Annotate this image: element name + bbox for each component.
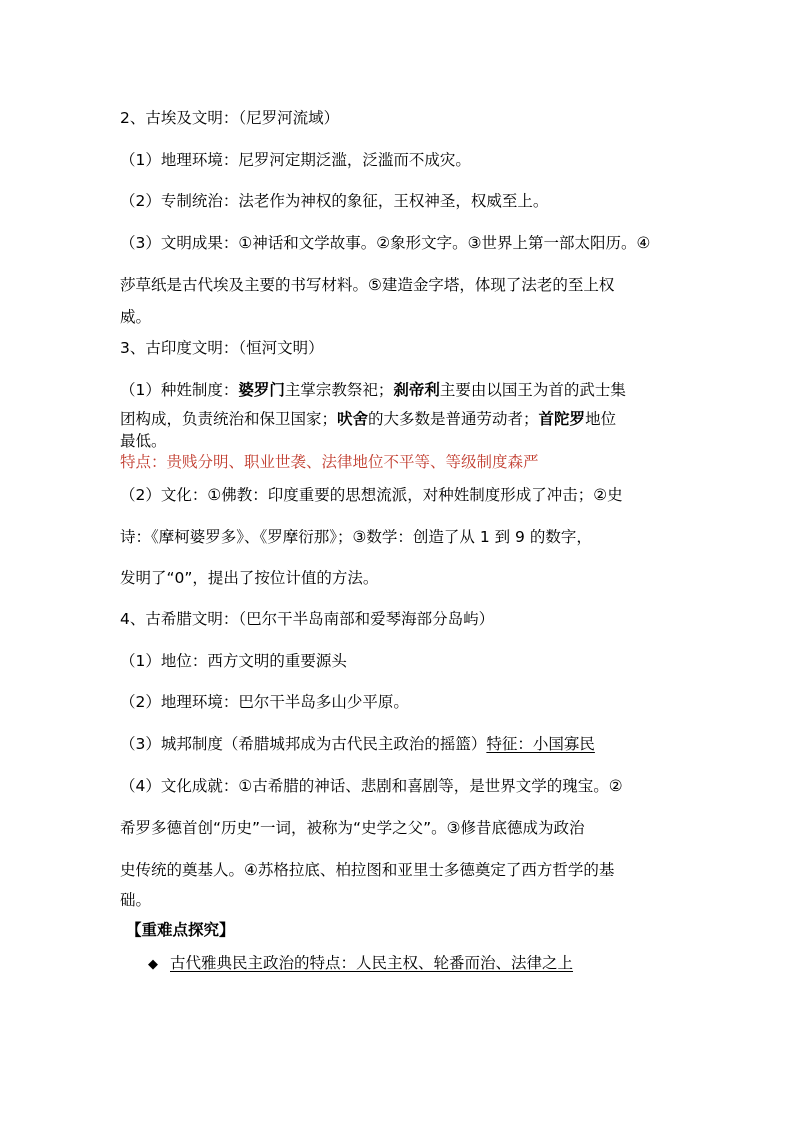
caste-prefix: （1）种姓制度：: [120, 381, 239, 399]
greece-culture-line1: （4）文化成就：①古希腊的神话、悲剧和喜剧等，是世界文学的瑰宝。②: [120, 777, 623, 795]
greece-culture-line4: 础。: [120, 891, 152, 909]
caste-line2-text: 团构成，负责统治和保卫国家；: [120, 410, 338, 428]
city-state-feature: 特征：小国寡民: [486, 735, 595, 753]
india-culture-line1: （2）文化：①佛教：印度重要的思想流派，对种姓制度形成了冲击；②史: [120, 486, 623, 504]
egypt-geography: （1）地理环境：尼罗河定期泛滥，泛滥而不成灾。: [120, 151, 471, 169]
egypt-autocracy: （2）专制统治：法老作为神权的象征，王权神圣，权威至上。: [120, 192, 549, 210]
greece-city-state: [120, 734, 595, 754]
india-caste-line2: [120, 409, 616, 429]
shudra-desc: 地位: [585, 410, 617, 428]
explore-bullet: [148, 953, 573, 975]
athens-democracy-features: 古代雅典民主政治的特点：人民主权、轮番而治、法律之上: [170, 954, 574, 972]
india-caste-features: 特点：贵贱分明、职业世袭、法律地位不平等、等级制度森严: [120, 453, 539, 471]
egypt-achievements-line3: 威。: [120, 308, 152, 326]
india-caste-line3: 最低。: [120, 432, 167, 450]
egypt-heading: 2、古埃及文明：（尼罗河流域）: [120, 109, 340, 127]
explore-heading: 【重难点探究】: [126, 921, 235, 939]
kshatriya-term: 刹帝利: [393, 381, 440, 399]
india-caste-line1: [120, 380, 626, 400]
egypt-achievements-line2: 莎草纸是古代埃及主要的书写材料。⑤建造金字塔，体现了法老的至上权: [120, 276, 615, 294]
city-state-text: （3）城邦制度（希腊城邦成为古代民主政治的摇篮）: [120, 735, 487, 753]
vaishya-desc: 的大多数是普通劳动者；: [368, 410, 539, 428]
greece-geography: （2）地理环境：巴尔干半岛多山少平原。: [120, 693, 409, 711]
india-culture-line2: 诗：《摩柯婆罗多》、《罗摩衍那》；③数学：创造了从 1 到 9 的数字，: [120, 528, 592, 546]
vaishya-term: 吠舍: [337, 410, 369, 428]
diamond-bullet-icon: ◆: [148, 957, 158, 972]
india-heading: 3、古印度文明：（恒河文明）: [120, 339, 324, 357]
kshatriya-desc: 主要由以国王为首的武士集: [439, 381, 626, 399]
egypt-achievements-line1: （3）文明成果：①神话和文学故事。②象形文字。③世界上第一部太阳历。④: [120, 234, 651, 252]
brahmin-desc: 主掌宗教祭祀；: [284, 381, 394, 399]
brahmin-term: 婆罗门: [238, 381, 285, 399]
greece-culture-line3: 史传统的奠基人。④苏格拉底、柏拉图和亚里士多德奠定了西方哲学的基: [120, 861, 615, 879]
greece-culture-line2: 希罗多德首创“历史”一词，被称为“史学之父”。③修昔底德成为政治: [120, 819, 585, 837]
greece-heading: 4、古希腊文明：（巴尔干半岛南部和爱琴海部分岛屿）: [120, 610, 495, 628]
greece-status: （1）地位：西方文明的重要源头: [120, 652, 347, 670]
india-culture-line3: 发明了“0”，提出了按位计值的方法。: [120, 569, 379, 587]
shudra-term: 首陀罗: [538, 410, 586, 428]
